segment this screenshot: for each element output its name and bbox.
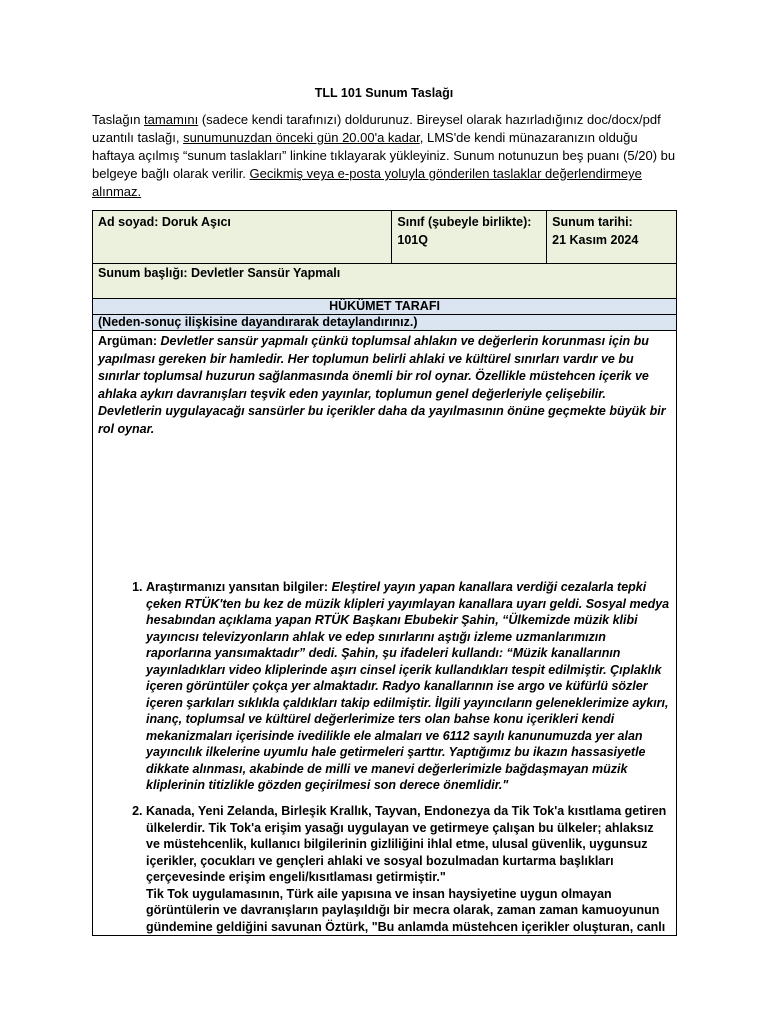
research-label: Araştırmanızı yansıtan bilgiler: (146, 580, 332, 594)
side-heading: HÜKÜMET TARAFI (93, 299, 677, 315)
item2-paragraph-2: Tik Tok uygulamasının, Türk aile yapısına ve insan haysiyetine uygun olmayan görüntülerin ve davranışların paylaşıldığı bir mecra olarak, zaman zaman kamuoyunun gündemine geldiğini savunan Öztürk, "Bu anlamda müstehcen içerikler oluşturan, canlı (146, 886, 666, 934)
date-value: 21 Kasım 2024 (552, 233, 639, 247)
intro-text-2: (sadece kendi tarafınızı) doldurunuz. Bireysel olarak hazırladığınız doc/docx/pdf uzantılı taslağı, (92, 112, 661, 145)
document-title: TLL 101 Sunum Taslağı (314, 86, 454, 100)
argument-text: Devletler sansür yapmalı çünkü toplumsal ahlakın ve değerlerin korunması için bu yapılması gereken bir hamledir. Her toplumun belirli ahlaki ve kültürel sınırları vardır ve bu sınırlar toplumsal huzurun sağlanmasında önemli bir rol oynar. Özellikle müstehcen içerik ve ahlaka aykırı davranışları teşvik eden yayınlar, toplumun genel değerleriyle çelişebilir. Devletlerin uygulayacağı sansürler bu içerikler daha da yayılmasının önüne geçmekte büyük bir rol oynar. (98, 334, 666, 436)
content-cell (93, 331, 677, 936)
name-cell (93, 211, 392, 264)
topic-cell (93, 264, 677, 299)
class-cell (392, 211, 547, 264)
date-cell (547, 211, 677, 264)
instruction-row: (Neden-sonuç ilişkisine dayandırarak detaylandırınız.) (93, 315, 677, 331)
instructions-paragraph (92, 111, 682, 201)
intro-late-warning: Gecikmiş veya e-posta yoluyla gönderilen taslaklar değerlendirmeye alınmaz. (92, 166, 642, 199)
argument-label: Argüman: (98, 334, 161, 348)
intro-deadline: sunumunuzdan önceki gün 20.00'a kadar (183, 130, 420, 145)
research-item-2 (146, 803, 670, 935)
intro-text-3: , LMS'de kendi münazaranızın olduğu haftaya açılmış “sunum taslakları” linkine tıklayarak yükleyiniz. Sunum notunuzun beş puanı (5/20) bu belgeye bağlı olarak verilir. (92, 130, 676, 181)
research-text: Eleştirel yayın yapan kanallara verdiği cezalarla tepki çeken RTÜK'ten bu kez de müzik klipleri yayımlayan kanallara uyarı geldi. Sosyal medya hesabından açıklama yapan RTÜK Başkanı Ebubekir Şahin, “Ülkemizde müzik klibi yayıncısı televizyonların ahlak ve edep sınırlarını aştığı izleme uzmanlarımızın raporlarına yansımaktadır” dedi. Şahin, şu ifadeleri kullandı: “Müzik kanallarının yayınladıkları video kliplerinde aşırı cinsel içerik kullandıkları tespit edilmiştir. Çıplaklık içeren görüntüler çokça yer almaktadır. Radyo kanallarının ise argo ve küfürlü sözler içeren şarkıları sıklıkla çaldıkları takip edilmiştir. İlgili yayıncıların geleneklerimize aykırı, inanç, toplumsal ve kültürel değerlerimize ters olan bahse konu içerikleri kendi mekanizmaları içerisinde ivedilikle ele almaları ve 6112 sayılı kanunumuzda yer alan yayıncılık ilkelerine uyumlu hale getirmeleri şarttır. Yaptığımız bu ikazın hassasiyetle dikkate alınması, akabinde de milli ve manevi değerlerimizle bağdaşmayan müzik kliplerinin titizlikle gözden geçirilmesi son derece önemlidir." (146, 580, 670, 792)
intro-text-1: Taslağın (92, 112, 145, 127)
intro-underlined-1: tamamını (144, 112, 199, 127)
research-list-2 (118, 803, 670, 935)
name-field: Ad soyad: Doruk Aşıcı (98, 215, 231, 229)
item2-paragraph-1: Kanada, Yeni Zelanda, Birleşik Krallık, Tayvan, Endonezya da Tik Tok'a kısıtlama getiren ülkelerdir. Tik Tok'a erişim yasağı uygulayan ve getirmeye çalışan bu ülkeler; ahlaksız ve müstehcenlik, kullanıcı bilgilerinin gizliliğini ihlal etme, ulusal güvenlik, uygunsuz içerikler, çocukları ve gençleri ahlaki ve sosyal bozulmadan kurtarma başlıkları çerçevesinde erişim engeli/kısıtlaması getirmiştir." (146, 804, 667, 884)
topic-field: Sunum başlığı: Devletler Sansür Yapmalı (98, 266, 341, 280)
argument-paragraph (98, 333, 671, 438)
research-item-1 (146, 579, 670, 794)
research-list-1 (118, 579, 670, 794)
class-label: Sınıf (şubeyle birlikte): (397, 215, 532, 229)
presentation-form-table (92, 210, 677, 936)
class-value: 101Q (397, 233, 428, 247)
date-label: Sunum tarihi: (552, 215, 633, 229)
